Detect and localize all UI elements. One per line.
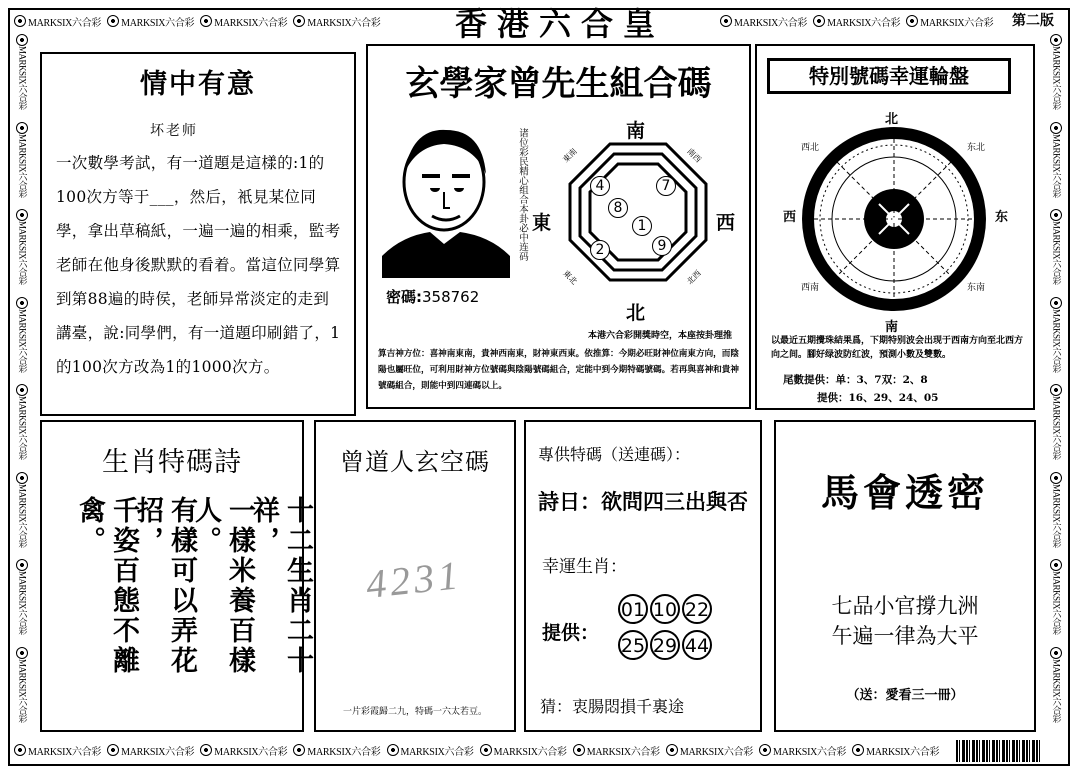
bagua-number: 8 [608,198,628,218]
bagua-sw: 南西 [685,146,703,165]
zodiac-poem-line: 有樣可以弄花招， [132,496,197,676]
bagua-north: 北 [626,302,646,324]
border-logo-text: MARKSIX六合彩 [1051,221,1062,285]
edition-label: 第二版 [1012,13,1054,29]
border-logo [1046,122,1068,210]
border-logo-text: MARKSIX六合彩 [1051,658,1062,723]
lucky-wheel-diagram [799,122,989,316]
border-logo-text: MARKSIX六合彩 [400,746,474,758]
joke-box [40,52,356,416]
horse-club-box [774,420,1036,732]
special-poem-row [538,486,748,516]
border-logo [107,741,194,759]
border-logo-text: MARKSIX六合彩 [214,17,288,29]
flower-icon [16,297,28,309]
border-logo-text: MARKSIX六合彩 [773,746,847,758]
lucky-number: 29 [650,630,680,660]
flower-icon [480,744,492,756]
border-logo-text: MARKSIX六合彩 [28,746,102,758]
flower-icon [720,15,732,27]
border-logo-text: MARKSIX六合彩 [679,746,753,758]
flower-icon [1050,209,1062,221]
border-logo [12,34,34,122]
flower-icon [666,744,678,756]
border-logo [666,741,753,759]
border-logo-text: MARKSIX六合彩 [493,746,567,758]
wheel-provide-label: 提供： [817,392,849,404]
border-logo [1046,209,1068,297]
tail-label: 尾數提供： [783,374,836,386]
bagua-number: 2 [590,240,610,260]
lucky-number: 22 [682,594,712,624]
border-logo-text: MARKSIX六合彩 [17,571,28,635]
left-border [12,34,34,734]
flower-icon [1050,384,1062,396]
border-logo [12,472,34,560]
border-logo-text: MARKSIX六合彩 [827,17,901,29]
lucky-number: 25 [618,630,648,660]
flower-icon [906,15,918,27]
border-logo [1046,297,1068,385]
zodiac-poem-line: 一樣米養百樣人。 [190,496,255,676]
border-logo [12,647,34,735]
bagua-west: 西 [716,212,736,234]
flower-icon [16,209,28,221]
bagua-se: 東南 [561,146,579,165]
wheel-ne: 东北 [967,143,986,153]
luck-zodiac-label: 幸運生肖： [542,557,627,577]
flower-icon [16,559,28,571]
special-code-box [524,420,762,732]
barcode [956,740,1042,762]
border-logo [1046,34,1068,122]
tail-row [783,372,928,387]
border-logo [14,12,101,30]
xuankong-title: 曾道人玄空碼 [340,448,490,476]
right-border [1046,34,1068,734]
border-logo [12,384,34,472]
zeng-side-text: 诸位彩民精心组合本卦必中连码 [517,128,528,261]
flower-icon [16,384,28,396]
joke-title: 情中有意 [140,69,256,100]
border-logo-text: MARKSIX六合彩 [866,746,940,758]
border-logo-text: MARKSIX六合彩 [586,746,660,758]
flower-icon [16,34,28,46]
bagua-ne: 東北 [561,268,579,287]
zodiac-poem-line: 千姿百態不離禽。 [74,496,139,676]
border-logo [293,12,380,30]
xuankong-box [314,420,516,732]
wheel-south: 南 [885,320,899,335]
flower-icon [107,744,119,756]
flower-icon [1050,647,1062,659]
flower-icon [813,15,825,27]
border-logo-text: MARKSIX六合彩 [1051,396,1062,460]
border-logo [200,741,287,759]
lucky-number: 44 [682,630,712,660]
border-logo-text: MARKSIX六合彩 [1051,483,1062,548]
border-logo [107,12,194,30]
wheel-body: 以最近五期攪珠結果爲，下期特别波会出现于西南方向至北西方向之间。腳好绿波防红波，預測小數及雙數。 [771,336,1024,360]
wheel-east: 东 [995,210,1009,225]
bagua-number: 9 [652,236,672,256]
border-logo-text: MARKSIX六合彩 [17,396,28,460]
tail-value: 单：3、7双：2、8 [835,374,928,386]
border-logo-text: MARKSIX六合彩 [307,17,381,29]
zodiac-poem-title: 生肖特碼詩 [102,447,242,478]
border-logo-text: MARKSIX六合彩 [214,746,288,758]
zeng-body: 算吉神方位：喜神南東南，貴神西南東，財神東西東。依推算：今期必旺財神位南東方向，而陰陽也屬旺位，可利用財神方位號碼與陰陽號碼組合，定能中到今期特碼號碼。若再與喜神和貴神號碼組合，則能中到四連碼以上。 [378,349,739,391]
flower-icon [16,472,28,484]
flower-icon [107,15,119,27]
border-logo-text: MARKSIX六合彩 [1051,308,1062,373]
lucky-wheel-box [755,44,1035,410]
wheel-provide-value: 16、29、24、05 [848,392,939,404]
border-logo [14,741,101,759]
zeng-title: 玄學家曾先生組合碼 [405,64,712,104]
special-poem: 欲問四三出與否 [601,490,748,514]
flower-icon [573,744,585,756]
horse-gift: （送：愛看三一冊） [846,688,964,703]
border-logo-text: MARKSIX六合彩 [121,746,195,758]
flower-icon [759,744,771,756]
flower-icon [14,744,26,756]
border-logo-text: MARKSIX六合彩 [1051,133,1062,198]
bagua-octagon [570,144,706,280]
password-label: 密碼: [386,288,422,306]
zodiac-poem-line: 十二生肖二十祥， [248,496,313,676]
horse-line-1: 七品小官撐九洲 [831,594,979,618]
border-logo [906,12,993,30]
border-logo [12,209,34,297]
top-border-right [720,12,1005,30]
border-logo-text: MARKSIX六合彩 [17,133,28,198]
border-logo-text: MARKSIX六合彩 [17,221,28,285]
lucky-number: 10 [650,594,680,624]
border-logo-text: MARKSIX六合彩 [17,308,28,373]
horse-line-2: 午遍一律為大平 [831,624,979,648]
wheel-sw: 西南 [801,283,820,293]
masthead-title: 香港六合皇 [454,5,665,43]
border-logo-text: MARKSIX六合彩 [121,17,195,29]
wheel-provide-row [817,390,938,405]
border-logo [759,741,846,759]
border-logo [1046,559,1068,647]
border-logo-text: MARKSIX六合彩 [17,483,28,548]
border-logo [573,741,660,759]
numbers-provide-label: 提供： [542,622,600,644]
border-logo-text: MARKSIX六合彩 [1051,46,1062,110]
xuankong-footer: 一片彩霞歸二九，特碼一六太若豆。 [342,707,487,717]
border-logo [480,741,567,759]
border-logo [12,559,34,647]
password-row [386,286,479,307]
special-poem-label: 詩日： [538,490,601,514]
border-logo [387,741,474,759]
flower-icon [1050,472,1062,484]
bagua-number: 7 [656,176,676,196]
wheel-se: 东南 [967,283,986,293]
zodiac-poem-box [40,420,313,732]
flower-icon [293,15,305,27]
joke-author: 坏老师 [150,123,198,139]
lucky-number: 01 [618,594,648,624]
border-logo-text: MARKSIX六合彩 [734,17,808,29]
flower-icon [16,122,28,134]
wheel-nw: 西北 [801,143,820,153]
border-logo [293,741,380,759]
border-logo-text: MARKSIX六合彩 [1051,571,1062,635]
wheel-north: 北 [885,112,899,127]
top-border-left [14,12,409,30]
border-logo [1046,384,1068,472]
password-value: 358762 [422,288,480,306]
flower-icon [14,15,26,27]
flower-icon [1050,34,1062,46]
border-logo-text: MARKSIX六合彩 [17,658,28,723]
handwritten-number: 4231 [363,552,465,607]
bagua-east: 東 [532,212,552,234]
special-title: 專供特碼（送連碼）： [538,445,691,464]
flower-icon [1050,559,1062,571]
zeng-combo-box [366,44,751,409]
border-logo [852,741,939,759]
horse-club-title: 馬會透密 [820,471,989,515]
joke-body: 一次數學考試，有一道題是這樣的:1的100次方等于___，然后，衹見某位同學，拿出草稿紙，一遍一遍的相乘，監考老師在他身後默默的看着。當這位同學算到第88遍的時侯，老師异常淡定的走到講臺，說:同學們，有一道題印刷錯了，1的100次方改為1的1000次方。 [56,154,341,376]
border-logo [1046,472,1068,560]
border-logo-text: MARKSIX六合彩 [28,17,102,29]
wheel-title: 特別號碼幸運輪盤 [767,58,1011,94]
flower-icon [200,15,212,27]
flower-icon [852,744,864,756]
bagua-number: 4 [590,176,610,196]
border-logo-text: MARKSIX六合彩 [307,746,381,758]
flower-icon [16,647,28,659]
flower-icon [293,744,305,756]
bottom-border [14,741,944,759]
border-logo [1046,647,1068,735]
border-logo-text: MARKSIX六合彩 [17,46,28,110]
border-logo-text: MARKSIX六合彩 [920,17,994,29]
flower-icon [1050,297,1062,309]
wheel-west: 西 [783,210,797,225]
bagua-south: 南 [626,120,646,142]
guess-text: 衷腸悶損千裏途 [572,697,685,716]
border-logo [12,297,34,385]
border-logo [720,12,807,30]
guess-label: 猜： [540,697,573,716]
border-logo [12,122,34,210]
border-logo [200,12,287,30]
flower-icon [1050,122,1062,134]
bagua-number: 1 [632,216,652,236]
zeng-caption: 本港六合彩開獎時空，本座按卦理推 [588,331,733,341]
number-grid [618,594,758,660]
guess-row [540,694,684,717]
flower-icon [387,744,399,756]
border-logo [813,12,900,30]
bagua-nw: 北西 [685,268,703,287]
portrait-image [382,120,510,278]
flower-icon [200,744,212,756]
